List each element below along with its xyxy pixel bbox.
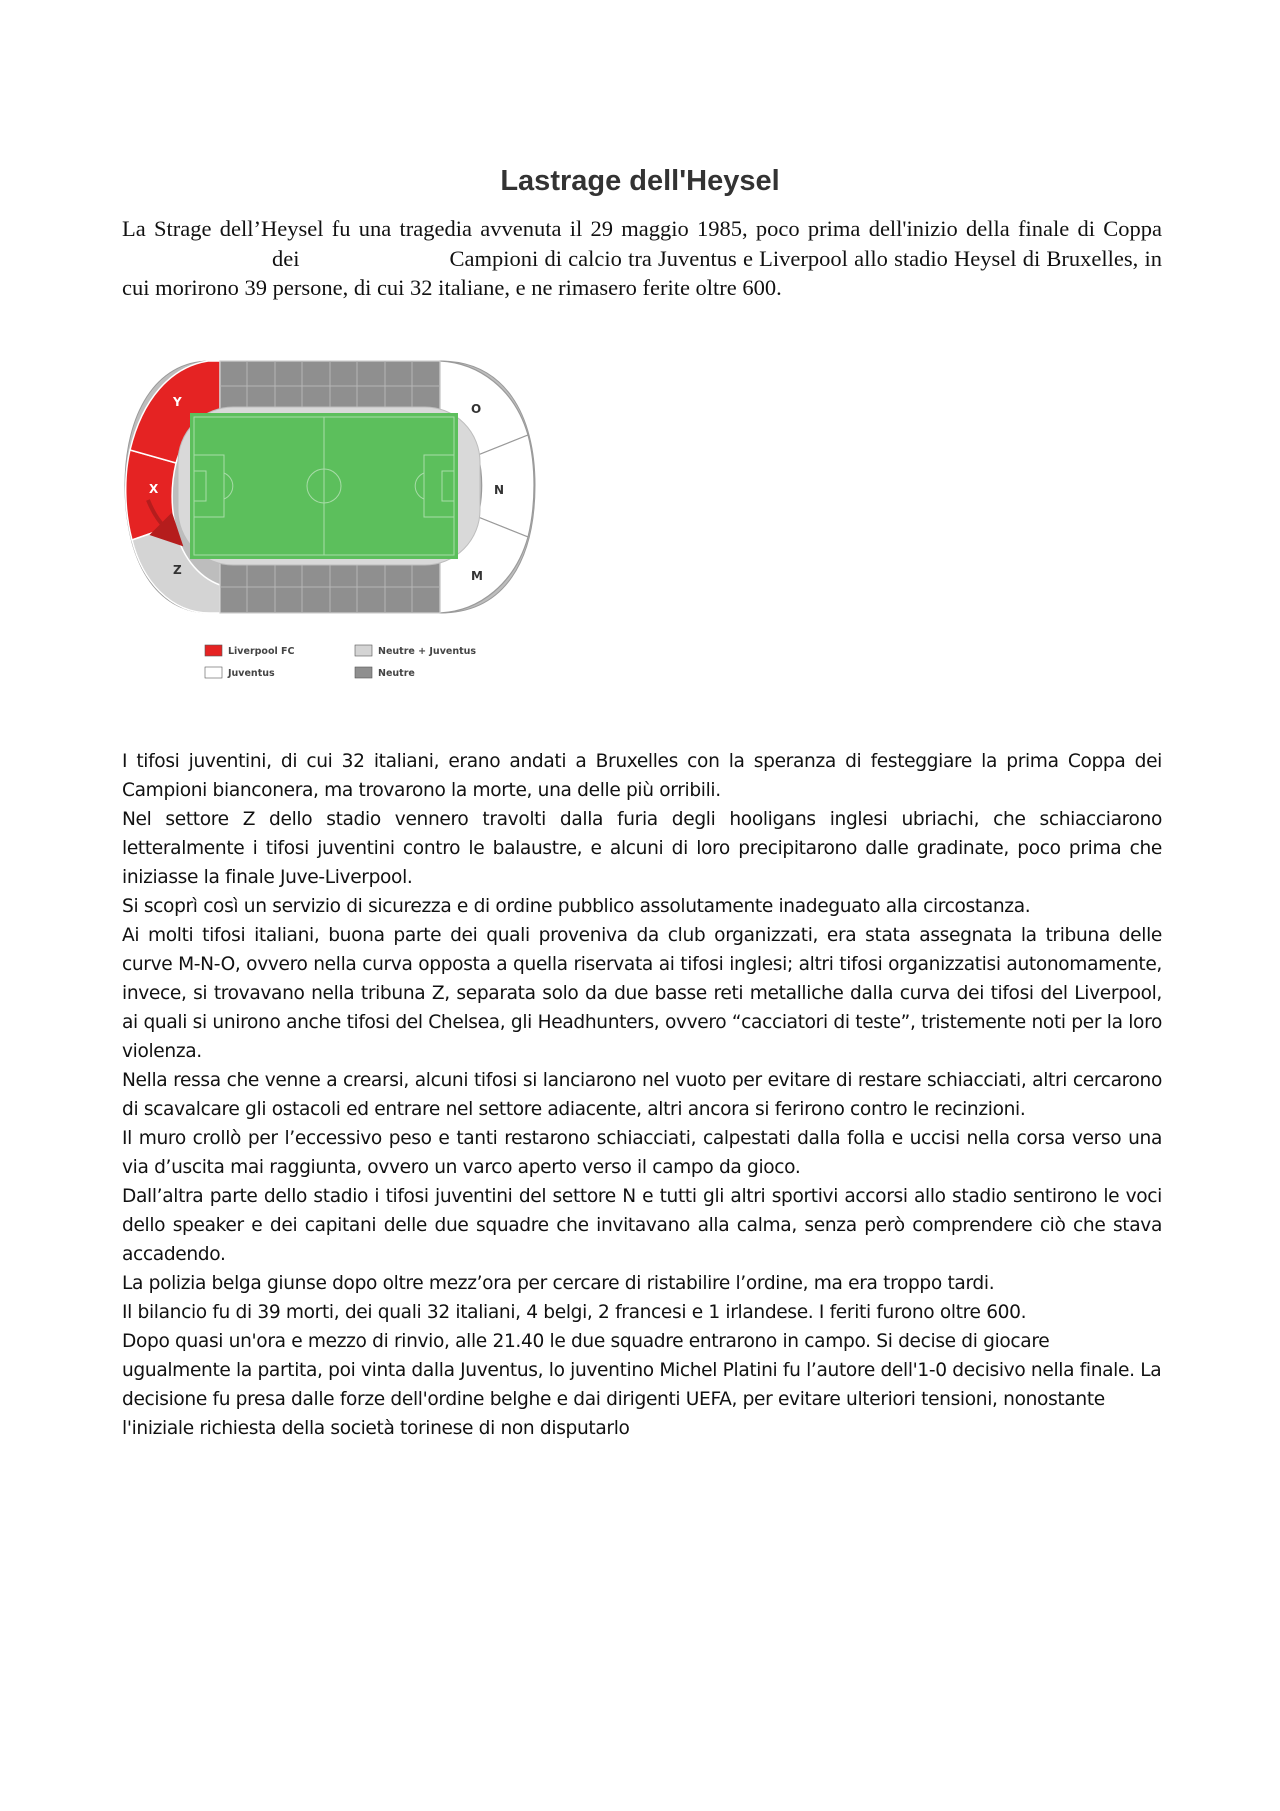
sector-label-n: N	[494, 483, 505, 497]
body-paragraph: Il muro crollò per l’eccessivo peso e tanti restarono schiacciati, calpestati dalla folla e uccisi nella corsa verso una via d’uscita mai raggiunta, ovvero un varco aperto verso il campo da gioco.	[122, 1128, 1162, 1178]
sector-label-m: M	[471, 569, 483, 583]
body-paragraph: Nella ressa che venne a crearsi, alcuni tifosi si lanciarono nel vuoto per evitare di restare schiacciati, altri cercarono di scavalcare gli ostacoli ed entrare nel settore adiacente, altri ancora si ferirono contro le recinzioni.	[122, 1070, 1162, 1120]
sector-label-z: Z	[173, 563, 182, 577]
body-paragraph: Dall’altra parte dello stadio i tifosi juventini del settore N e tutti gli altri sportivi accorsi allo stadio sentirono le voci dello speaker e dei capitani delle due squadre che invitavano alla calma, senza però comprendere ciò che stava accadendo.	[122, 1186, 1162, 1265]
stadium-map-figure	[120, 355, 540, 695]
sector-label-y: Y	[173, 395, 182, 409]
body-paragraph: Ai molti tifosi italiani, buona parte dei quali proveniva da club organizzati, era stata assegnata la tribuna delle curve M-N-O, ovvero nella curva opposta a quella riservata ai tifosi inglesi; altri tifosi organizzatisi autonomamente, invece, si trovavano nella tribuna Z, separata solo da due basse reti metalliche dalla curva dei tifosi del Liverpool, ai quali si unirono anche tifosi del Chelsea, gli Headhunters, ovvero “cacciatori di teste”, tristemente noti per la loro violenza.	[122, 925, 1162, 1062]
legend-label-liverpool: Liverpool FC	[228, 646, 295, 657]
legend-swatch-neutre	[355, 667, 372, 678]
body-paragraph: Dopo quasi un'ora e mezzo di rinvio, alle 21.40 le due squadre entrarono in campo. Si decise di giocare ugualmente la partita, poi vinta dalla Juventus, lo juventino Michel Platini fu l’autore dell'1-0 decisivo nella finale. La decisione fu presa dalle forze dell'ordine belghe e dai dirigenti UEFA, per evitare ulteriori tensioni, nonostante l'iniziale richiesta della società torinese di non disputarlo	[122, 1331, 1162, 1439]
intro-text-part-2: dei	[272, 245, 300, 271]
sector-label-x: X	[149, 482, 159, 496]
legend-label-neutre-juventus: Neutre + Juventus	[378, 646, 477, 657]
body-paragraph: I tifosi juventini, di cui 32 italiani, erano andati a Bruxelles con la speranza di festeggiare la prima Coppa dei Campioni bianconera, ma trovarono la morte, una delle più orribili.	[122, 751, 1162, 801]
body-paragraph: Nel settore Z dello stadio vennero travolti dalla furia degli hooligans inglesi ubriachi, che schiacciarono letteralmente i tifosi juventini contro le balaustre, e alcuni di loro precipitarono dalle gradinate, poco prima che iniziasse la finale Juve-Liverpool.	[122, 809, 1162, 888]
article-body	[122, 747, 1162, 1443]
legend-label-juventus: Juventus	[228, 668, 275, 679]
intro-paragraph	[122, 214, 1162, 303]
map-legend	[205, 645, 476, 679]
body-paragraph: Il bilancio fu di 39 morti, dei quali 32 italiani, 4 belgi, 2 francesi e 1 irlandese. I feriti furono oltre 600.	[122, 1302, 1027, 1323]
document-title: Lastrage dell'Heysel	[500, 165, 780, 197]
legend-swatch-neutre-juventus	[355, 645, 372, 656]
legend-label-neutre: Neutre	[378, 668, 415, 679]
legend-swatch-liverpool	[205, 645, 222, 656]
intro-text-part-1: La Strage dell’Heysel fu una tragedia avvenuta il 29 maggio 1985, poco prima dell'inizio della finale di Coppa	[122, 216, 1162, 241]
sector-label-o: O	[471, 402, 482, 416]
legend-swatch-juventus	[205, 667, 222, 678]
stadium-map	[120, 355, 540, 695]
body-paragraph: La polizia belga giunse dopo oltre mezz’ora per cercare di ristabilire l’ordine, ma era troppo tardi.	[122, 1273, 995, 1294]
body-paragraph: Si scoprì così un servizio di sicurezza e di ordine pubblico assolutamente inadeguato alla circostanza.	[122, 896, 1031, 917]
intro-text-part-3: Campioni di calcio tra Juventus e Liverpool allo stadio Heysel di Bruxelles, in cui morirono 39 persone, di cui 32 italiane, e ne rimasero ferite oltre 600.	[122, 245, 1162, 300]
